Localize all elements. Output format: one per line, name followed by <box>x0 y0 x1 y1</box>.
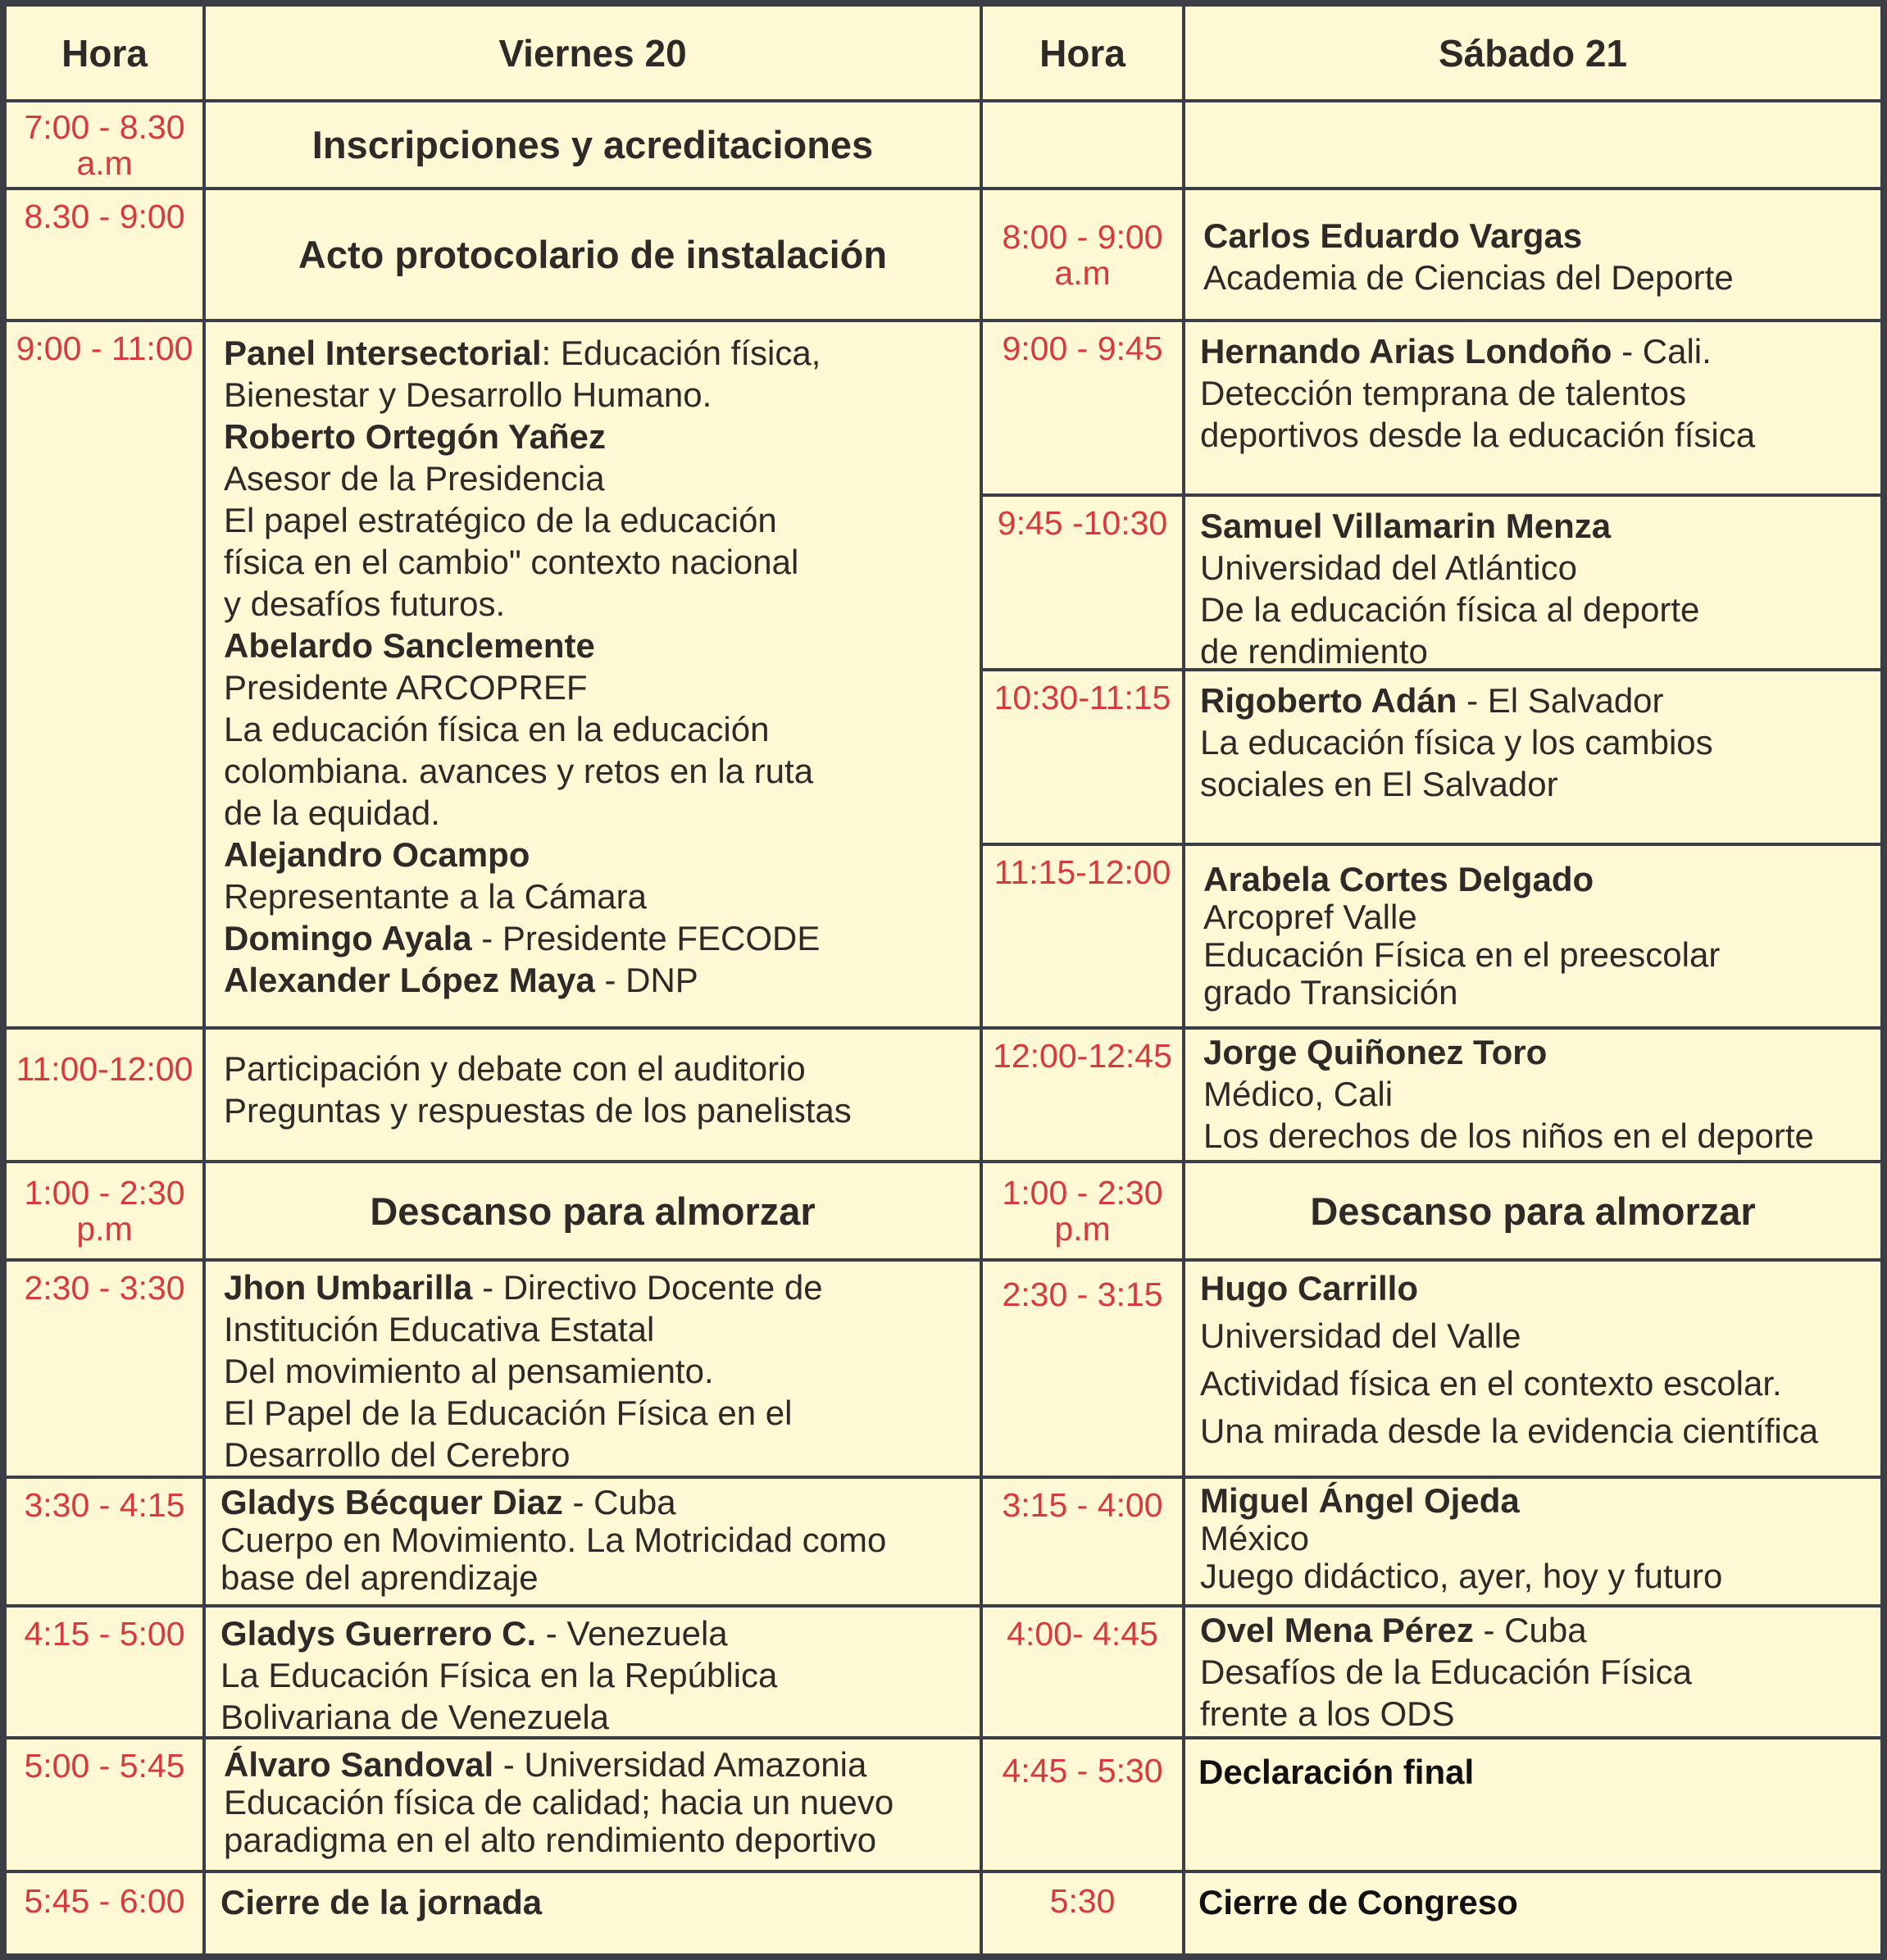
schedule-table <box>7 7 1880 1953</box>
speaker-name: Hernando Arias Londoño <box>1200 332 1612 371</box>
session-cell: Rigoberto Adán - El Salvador La educación física y los cambios sociales en El Salvador <box>1185 671 1880 846</box>
talk-title: física en el cambio" contexto nacional <box>224 543 799 581</box>
closing-title: Cierre de Congreso <box>1198 1883 1518 1921</box>
talk-title: de rendimiento <box>1200 632 1428 671</box>
talk-title: de la equidad. <box>224 794 440 832</box>
time-cell: 5:45 - 6:00 <box>7 1873 206 1953</box>
table-row <box>7 1262 1880 1479</box>
closing-title: Cierre de la jornada <box>221 1883 543 1921</box>
speaker-name: Álvaro Sandoval <box>224 1745 494 1784</box>
talk-title: Del movimiento al pensamiento. <box>224 1352 714 1390</box>
speaker-name: Gladys Bécquer Diaz <box>221 1483 563 1521</box>
speaker-affiliation: México <box>1200 1519 1310 1558</box>
session-line: Participación y debate con el auditorio <box>224 1049 806 1088</box>
time-cell: 4:00- 4:45 <box>983 1608 1185 1736</box>
time-cell <box>7 1163 206 1258</box>
time-cell: 10:30-11:15 <box>983 671 1182 846</box>
time-label: 1:00 - 2:30 <box>24 1174 185 1212</box>
session-cell <box>206 1030 983 1160</box>
talk-title: deportivos desde la educación física <box>1200 416 1756 454</box>
time-suffix: p.m <box>1054 1210 1111 1248</box>
talk-title: El papel estratégico de la educación <box>224 501 777 539</box>
empty-cell <box>1185 102 1880 187</box>
table-row <box>7 1608 1880 1739</box>
session-title: Acto protocolario de instalación <box>206 190 983 319</box>
session-cell: Jhon Umbarilla - Directivo Docente de Institución Educativa Estatal Del movimiento al pensamiento. El Papel de la Educación Física en el Desarrollo del Cerebro <box>206 1262 983 1476</box>
speaker-name: Carlos Eduardo Vargas <box>1203 216 1583 255</box>
table-row <box>7 322 1880 1030</box>
talk-title: La educación física y los cambios <box>1200 723 1713 762</box>
speaker-name: Roberto Ortegón Yañez <box>224 417 606 456</box>
session-cell: Gladys Bécquer Diaz - Cuba Cuerpo en Movimiento. La Motricidad como base del aprendizaje <box>206 1479 983 1604</box>
session-column <box>1185 322 1880 1026</box>
column-header-hora-1: Hora <box>7 7 206 99</box>
time-cell: 4:15 - 5:00 <box>7 1608 206 1736</box>
table-row <box>7 1163 1880 1262</box>
session-cell <box>1185 1739 1880 1870</box>
speaker-name: Samuel Villamarin Menza <box>1200 507 1612 545</box>
speaker-role: Representante a la Cámara <box>224 877 647 916</box>
talk-title: grado Transición <box>1203 973 1458 1012</box>
session-title: Descanso para almorzar <box>206 1163 983 1258</box>
talk-title: Desarrollo del Cerebro <box>224 1435 571 1474</box>
time-cell <box>7 102 206 187</box>
session-cell <box>1185 1479 1880 1604</box>
time-label: 8:00 - 9:00 <box>1002 217 1163 256</box>
talk-title: Bolivariana de Venezuela <box>221 1698 610 1736</box>
talk-title: Detección temprana de talentos <box>1200 374 1687 412</box>
table-row <box>7 1873 1880 1953</box>
speaker-name: Ovel Mena Pérez <box>1200 1611 1474 1649</box>
speaker-name: Rigoberto Adán <box>1200 681 1457 720</box>
time-suffix: p.m <box>76 1210 133 1248</box>
talk-title: Juego didáctico, ayer, hoy y futuro <box>1200 1557 1723 1595</box>
speaker-line: Domingo Ayala - Presidente FECODE <box>224 919 821 957</box>
talk-title: Desafíos de la Educación Física <box>1200 1653 1692 1691</box>
time-cell: 4:45 - 5:30 <box>983 1739 1185 1870</box>
time-cell: 5:00 - 5:45 <box>7 1739 206 1870</box>
talk-title: Educación física de calidad; hacia un nuevo <box>224 1783 894 1821</box>
session-cell <box>1185 846 1880 1026</box>
talk-title: Una mirada desde la evidencia científica <box>1200 1412 1819 1450</box>
speaker-affiliation: Arcopref Valle <box>1203 898 1417 936</box>
session-cell <box>1185 497 1880 671</box>
time-cell: 2:30 - 3:15 <box>983 1262 1185 1476</box>
time-cell: 12:00-12:45 <box>983 1030 1185 1160</box>
time-cell: 9:45 -10:30 <box>983 497 1182 671</box>
speaker-name: Miguel Ángel Ojeda <box>1200 1481 1520 1520</box>
session-cell <box>1185 1262 1880 1476</box>
table-row <box>7 190 1880 322</box>
time-cell: 9:00 - 9:45 <box>983 322 1182 497</box>
talk-title: y desafíos futuros. <box>224 584 506 623</box>
table-row <box>7 1030 1880 1163</box>
empty-cell <box>983 102 1185 187</box>
speaker-line: Alexander López Maya - DNP <box>224 961 698 999</box>
panel-subtitle: Bienestar y Desarrollo Humano. <box>224 375 712 414</box>
talk-title: colombiana. avances y retos en la ruta <box>224 752 814 790</box>
panel-cell <box>206 322 983 1026</box>
time-cell <box>983 1163 1185 1258</box>
header-row <box>7 7 1880 102</box>
session-cell <box>1185 1873 1880 1953</box>
speaker-name: Abelardo Sanclemente <box>224 626 595 665</box>
time-cell: 11:00-12:00 <box>7 1030 206 1160</box>
speaker-name: Gladys Guerrero C. <box>221 1614 537 1653</box>
time-cell: 5:30 <box>983 1873 1185 1953</box>
speaker-affiliation: Universidad del Atlántico <box>1200 548 1577 587</box>
talk-title: De la educación física al deporte <box>1200 590 1700 629</box>
talk-title: El Papel de la Educación Física en el <box>224 1394 793 1432</box>
speaker-affiliation: Institución Educativa Estatal <box>224 1310 655 1348</box>
talk-title: Los derechos de los niños en el deporte <box>1203 1116 1814 1155</box>
speaker-affiliation: Médico, Cali <box>1203 1075 1394 1113</box>
time-cell: 9:00 - 11:00 <box>7 322 206 1026</box>
talk-title: base del aprendizaje <box>221 1558 539 1597</box>
session-cell <box>206 1873 983 1953</box>
speaker-name: Hugo Carrillo <box>1200 1269 1419 1307</box>
speaker-affiliation: Universidad del Valle <box>1200 1317 1521 1355</box>
time-label: 1:00 - 2:30 <box>1002 1174 1163 1212</box>
talk-title: sociales en El Salvador <box>1200 765 1558 803</box>
speaker-name: Jhon Umbarilla <box>224 1268 473 1307</box>
talk-title: paradigma en el alto rendimiento deportivo <box>224 1821 877 1859</box>
table-row <box>7 1739 1880 1873</box>
speaker-detail: Academia de Ciencias del Deporte <box>1203 258 1734 297</box>
panel-title: Panel Intersectorial: Educación física, <box>224 334 821 372</box>
session-cell <box>1185 1030 1880 1160</box>
time-cell: 2:30 - 3:30 <box>7 1262 206 1476</box>
table-row <box>7 1479 1880 1608</box>
time-cell: 3:15 - 4:00 <box>983 1479 1185 1604</box>
column-header-sabado: Sábado 21 <box>1438 31 1628 75</box>
time-label: 7:00 - 8.30 <box>24 107 185 146</box>
talk-title: La educación física en la educación <box>224 710 770 748</box>
time-column <box>983 322 1185 1026</box>
time-suffix: a.m <box>76 143 133 182</box>
session-line: Preguntas y respuestas de los panelistas <box>224 1091 852 1130</box>
column-header-viernes: Viernes 20 <box>206 7 983 99</box>
session-title: Descanso para almorzar <box>1310 1189 1756 1233</box>
column-header-hora-2: Hora <box>983 7 1185 99</box>
speaker-name: Jorge Quiñonez Toro <box>1203 1033 1548 1071</box>
talk-title: La Educación Física en la República <box>221 1656 778 1694</box>
time-cell: 3:30 - 4:15 <box>7 1479 206 1604</box>
session-cell: Álvaro Sandoval - Universidad Amazonia Educación física de calidad; hacia un nuevo paradigma en el alto rendimiento deportivo <box>206 1739 983 1870</box>
speaker-name: Declaración final <box>1198 1753 1475 1791</box>
talk-title: Actividad física en el contexto escolar. <box>1200 1364 1782 1403</box>
time-cell: 8.30 - 9:00 <box>7 190 206 319</box>
talk-title: Educación Física en el preescolar <box>1203 935 1721 974</box>
session-title: Inscripciones y acreditaciones <box>206 102 983 187</box>
session-cell <box>1185 190 1880 319</box>
speaker-name: Alejandro Ocampo <box>224 835 530 874</box>
talk-title: frente a los ODS <box>1200 1694 1455 1733</box>
session-cell: Gladys Guerrero C. - Venezuela La Educación Física en la República Bolivariana de Venezuela <box>206 1608 983 1736</box>
speaker-role: Asesor de la Presidencia <box>224 459 605 498</box>
time-suffix: a.m <box>1054 253 1111 292</box>
time-cell: 11:15-12:00 <box>994 853 1171 891</box>
time-cell <box>983 190 1185 319</box>
table-row <box>7 102 1880 190</box>
speaker-name: Arabela Cortes Delgado <box>1203 860 1594 898</box>
session-cell: Hernando Arias Londoño - Cali. Detección temprana de talentos deportivos desde la educación física <box>1185 322 1880 497</box>
session-cell: Ovel Mena Pérez - Cuba Desafíos de la Educación Física frente a los ODS <box>1185 1608 1880 1736</box>
speaker-role: Presidente ARCOPREF <box>224 668 588 707</box>
talk-title: Cuerpo en Movimiento. La Motricidad como <box>221 1521 887 1559</box>
